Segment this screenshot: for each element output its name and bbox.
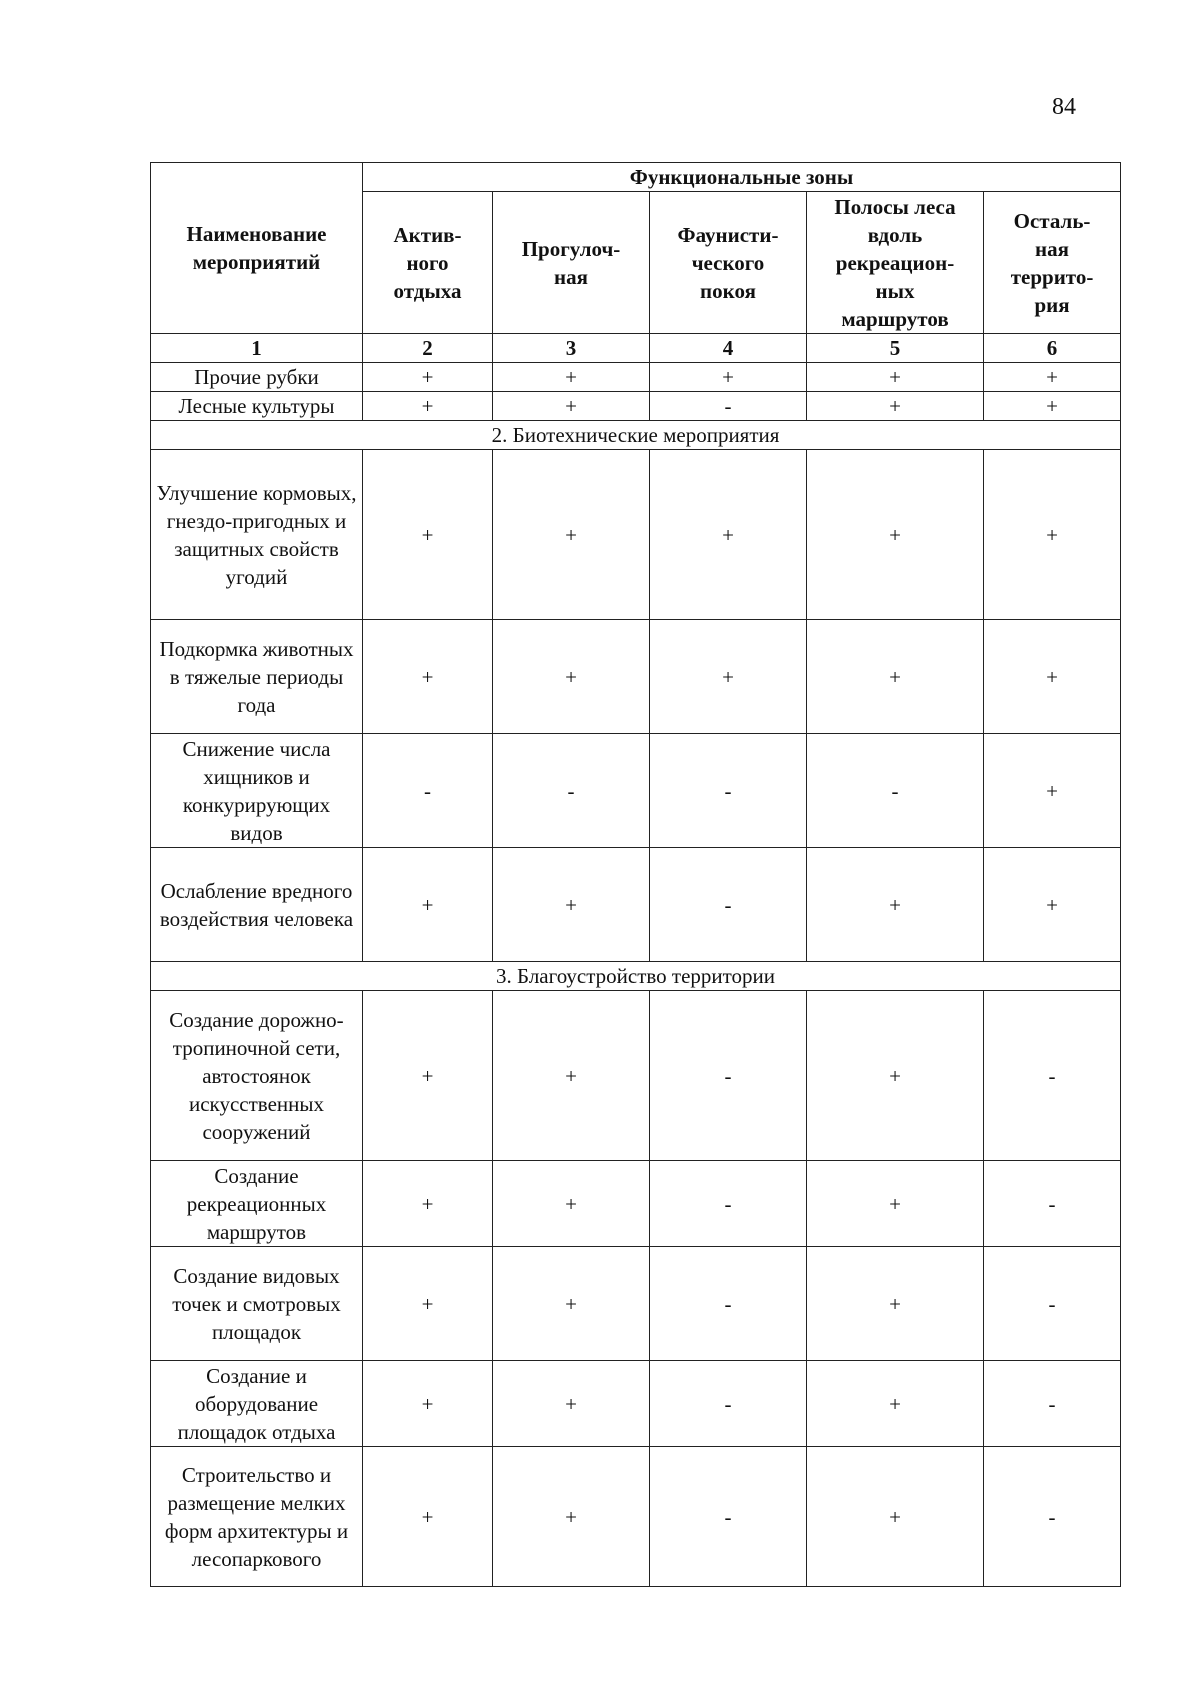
- zone-mark: -: [984, 1447, 1121, 1587]
- zone-mark: +: [807, 1447, 984, 1587]
- header-zone-3: Фаунисти- ческого покоя: [650, 192, 807, 334]
- section-row: [151, 421, 1121, 450]
- col-number-2: 2: [363, 334, 493, 363]
- col-number-6: 6: [984, 334, 1121, 363]
- header-zone-4: Полосы леса вдоль рекреацион- ных маршрутов: [807, 192, 984, 334]
- zone-mark: +: [807, 991, 984, 1161]
- zone-mark: -: [650, 1447, 807, 1587]
- col-number-3: 3: [493, 334, 650, 363]
- zone-mark: -: [984, 991, 1121, 1161]
- zone-mark: +: [363, 1161, 493, 1247]
- zone-mark: +: [984, 450, 1121, 620]
- table-row: [151, 734, 1121, 848]
- zone-mark: +: [650, 363, 807, 392]
- zone-mark: +: [363, 1361, 493, 1447]
- zone-mark: +: [493, 848, 650, 962]
- header-zone-5: Осталь- ная террито- рия: [984, 192, 1121, 334]
- zone-mark: +: [984, 734, 1121, 848]
- zone-mark: +: [493, 991, 650, 1161]
- row-name: Снижение числа хищников и конкурирующих видов: [151, 734, 363, 848]
- zone-mark: -: [650, 1361, 807, 1447]
- zone-mark: +: [363, 392, 493, 421]
- row-name: Строительство и размещение мелких форм архитектуры и лесопаркового: [151, 1447, 363, 1587]
- row-name: Создание дорожно-тропиночной сети, автостоянок искусственных сооружений: [151, 991, 363, 1161]
- header-zone-2: Прогулоч- ная: [493, 192, 650, 334]
- zone-mark: +: [807, 1247, 984, 1361]
- header-name-col: Наименование мероприятий: [151, 163, 363, 334]
- zone-mark: -: [650, 734, 807, 848]
- table-row: [151, 363, 1121, 392]
- zone-mark: +: [984, 848, 1121, 962]
- table-row: [151, 392, 1121, 421]
- zone-mark: -: [650, 848, 807, 962]
- row-name: Ослабление вредного воздействия человека: [151, 848, 363, 962]
- zone-mark: +: [984, 392, 1121, 421]
- zone-mark: +: [493, 1447, 650, 1587]
- page-number: 84: [1052, 94, 1076, 120]
- row-name: Создание видовых точек и смотровых площадок: [151, 1247, 363, 1361]
- row-name: Создание рекреационных маршрутов: [151, 1161, 363, 1247]
- zone-mark: +: [984, 363, 1121, 392]
- functional-zones-table: [150, 162, 1121, 1587]
- table-row: [151, 1161, 1121, 1247]
- zone-mark: +: [807, 1161, 984, 1247]
- table-row: [151, 1247, 1121, 1361]
- zone-mark: -: [650, 392, 807, 421]
- table-row: [151, 848, 1121, 962]
- table-body: [151, 363, 1121, 1587]
- zone-mark: -: [363, 734, 493, 848]
- zone-mark: +: [493, 450, 650, 620]
- zone-mark: +: [807, 363, 984, 392]
- col-number-4: 4: [650, 334, 807, 363]
- zone-mark: +: [807, 848, 984, 962]
- header-zone-1: Актив- ного отдыха: [363, 192, 493, 334]
- zone-mark: +: [493, 363, 650, 392]
- zone-mark: +: [493, 1361, 650, 1447]
- zone-mark: +: [363, 620, 493, 734]
- col-number-5: 5: [807, 334, 984, 363]
- zone-mark: -: [807, 734, 984, 848]
- zone-mark: +: [493, 1247, 650, 1361]
- zone-mark: -: [984, 1247, 1121, 1361]
- zone-mark: +: [984, 620, 1121, 734]
- row-name: Лесные культуры: [151, 392, 363, 421]
- zone-mark: +: [363, 1447, 493, 1587]
- zone-mark: +: [363, 1247, 493, 1361]
- zone-mark: -: [984, 1361, 1121, 1447]
- zone-mark: +: [493, 392, 650, 421]
- zone-mark: +: [807, 450, 984, 620]
- table-row: [151, 991, 1121, 1161]
- zone-mark: +: [493, 1161, 650, 1247]
- section-title: 3. Благоустройство территории: [151, 962, 1121, 991]
- table-row: [151, 1361, 1121, 1447]
- zone-mark: +: [363, 363, 493, 392]
- zone-mark: +: [807, 1361, 984, 1447]
- col-number-1: 1: [151, 334, 363, 363]
- header-group: Функциональные зоны: [363, 163, 1121, 192]
- row-name: Подкормка животных в тяжелые периоды года: [151, 620, 363, 734]
- zone-mark: +: [363, 991, 493, 1161]
- row-name: Создание и оборудование площадок отдыха: [151, 1361, 363, 1447]
- section-row: [151, 962, 1121, 991]
- zone-mark: -: [650, 1161, 807, 1247]
- table-row: [151, 1447, 1121, 1587]
- zone-mark: +: [650, 620, 807, 734]
- zone-mark: +: [807, 620, 984, 734]
- zone-mark: +: [493, 620, 650, 734]
- zone-mark: +: [363, 450, 493, 620]
- zone-mark: -: [650, 1247, 807, 1361]
- row-name: Прочие рубки: [151, 363, 363, 392]
- table-row: [151, 620, 1121, 734]
- section-title: 2. Биотехнические мероприятия: [151, 421, 1121, 450]
- zone-mark: +: [650, 450, 807, 620]
- zone-mark: +: [807, 392, 984, 421]
- row-name: Улучшение кормовых, гнездо-пригодных и защитных свойств угодий: [151, 450, 363, 620]
- zone-mark: -: [493, 734, 650, 848]
- zone-mark: -: [984, 1161, 1121, 1247]
- table-row: [151, 450, 1121, 620]
- zone-mark: -: [650, 991, 807, 1161]
- zone-mark: +: [363, 848, 493, 962]
